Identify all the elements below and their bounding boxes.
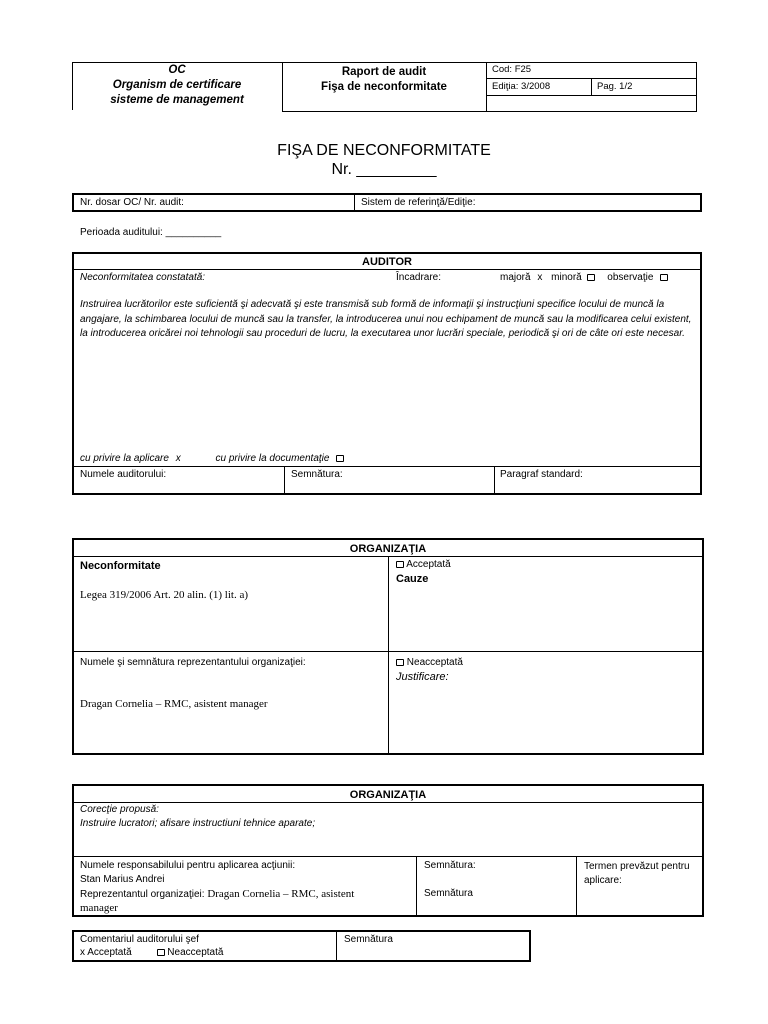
report-subtitle: Fişa de neconformitate (321, 81, 447, 93)
application-label: cu privire la aplicare (80, 453, 169, 464)
org-representative-value-cont: manager (80, 902, 118, 914)
accepted-label: Acceptată (406, 559, 451, 570)
org-representative-label: Reprezentantul organizaţiei: (80, 889, 205, 900)
documentation-checkbox[interactable] (336, 455, 344, 462)
justification-label: Justificare: (396, 671, 449, 683)
auditor-name-label: Numele auditorului: (80, 469, 167, 480)
doc-page: Pag. 1/2 (597, 81, 633, 92)
nonconformity-description: Instruirea lucrătorilor este suficientă şi adecvată şi este transmisă sub formă de informaţii şi instrucţiuni specifice locului de muncă la angajare, la schimbarea locului de muncă sau la transfer, la introducerea unui nou echipament de muncă sau la modificarea celui existent, la introducerea oricărei noi tehnologii sau proceduri de lucru, la executarea unor lucrări speciale, periodică şi ori de câte ori este necesar. (80, 299, 692, 339)
comment-accepted-checkbox[interactable]: x (80, 947, 85, 958)
nonconformity-label: Neconformitate (80, 560, 161, 572)
reference-system-label: Sistem de referinţă/Ediţie: (361, 197, 476, 208)
org-name-line1: Organism de certificare (112, 79, 242, 91)
correction-section (72, 784, 704, 917)
minor-checkbox[interactable] (587, 274, 595, 281)
signature-label-2: Semnătura (424, 888, 473, 899)
representant-name: Dragan Cornelia – RMC, asistent manager (80, 698, 268, 710)
header-table (72, 62, 697, 112)
correction-heading: ORGANIZAŢIA (349, 789, 427, 801)
report-title: Raport de audit (341, 66, 427, 78)
lead-auditor-comment (72, 930, 531, 962)
representant-label: Numele şi semnătura reprezentantului organizaţiei: (80, 657, 306, 668)
org-name-line2: sisteme de management (110, 94, 244, 106)
deadline-label: Termen prevăzut pentru aplicare: (584, 861, 690, 886)
legal-reference: Legea 319/2006 Art. 20 alin. (1) lit. a) (80, 589, 249, 601)
org-code: OC (168, 64, 186, 76)
organization-heading: ORGANIZAŢIA (349, 543, 427, 555)
causes-label: Cauze (396, 573, 429, 585)
file-info-row (72, 193, 702, 212)
classification-label: Încadrare: (396, 272, 442, 283)
observation-checkbox[interactable] (660, 274, 668, 281)
proposed-correction-text: Instruire lucratori; afisare instructiuni tehnice aparate; (80, 818, 316, 829)
standard-paragraph-label: Paragraf standard: (500, 469, 583, 480)
documentation-label: cu privire la documentaţie (215, 453, 330, 464)
application-checkbox[interactable]: x (175, 453, 181, 464)
responsible-name: Stan Marius Andrei (80, 874, 165, 885)
minor-label: minoră (551, 272, 582, 283)
doc-edition: Ediţia: 3/2008 (492, 81, 551, 92)
doc-code: Cod: F25 (492, 64, 532, 75)
file-number-label: Nr. dosar OC/ Nr. audit: (80, 197, 184, 208)
comment-signature-label: Semnătura (344, 934, 393, 945)
org-representative-value: Dragan Cornelia – RMC, asistent (207, 888, 355, 900)
comment-not-accepted-checkbox[interactable] (157, 949, 165, 956)
nonconformity-found-label: Neconformitatea constatată: (80, 272, 206, 283)
auditor-signature-label: Semnătura: (291, 469, 343, 480)
page-title: FIŞA DE NECONFORMITATE (277, 142, 491, 159)
organization-section (72, 538, 704, 755)
auditor-section (72, 252, 702, 495)
lead-auditor-comment-label: Comentariul auditorului şef (80, 934, 199, 945)
accepted-checkbox[interactable] (396, 561, 404, 568)
comment-not-accepted-label: Neacceptată (167, 947, 224, 958)
not-accepted-checkbox[interactable] (396, 659, 404, 666)
auditor-heading: AUDITOR (362, 256, 412, 268)
comment-accepted-label: Acceptată (87, 947, 132, 958)
major-checkbox[interactable]: x (537, 272, 543, 283)
responsible-label: Numele responsabilului pentru aplicarea acţiunii: (80, 860, 296, 871)
proposed-correction-label: Corecţie propusă: (80, 804, 159, 815)
signature-label-1: Semnătura: (424, 860, 476, 871)
observation-label: observaţie (607, 272, 654, 283)
audit-period: Perioada auditului: __________ (80, 227, 222, 238)
major-label: majoră (500, 272, 531, 283)
form-number: Nr. _________ (331, 161, 437, 178)
not-accepted-label: Neacceptată (406, 657, 463, 668)
